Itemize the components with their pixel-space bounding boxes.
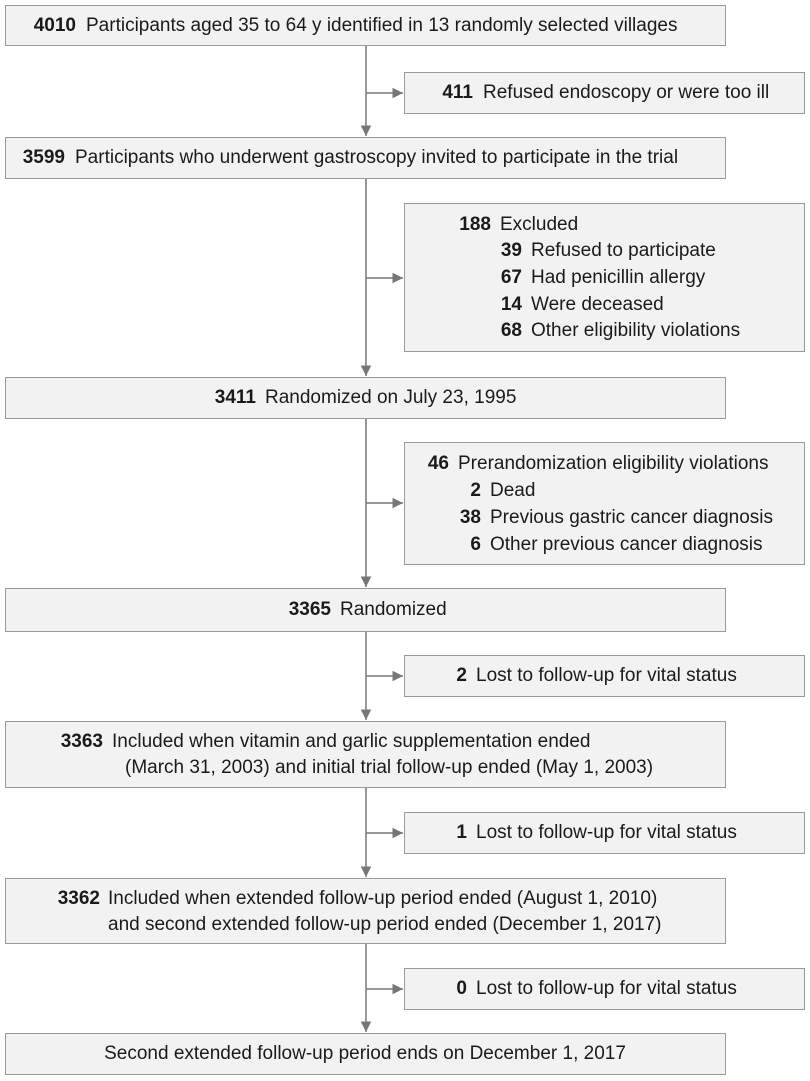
label-prerand-dead: Dead [490, 480, 536, 501]
box-lost-2 [404, 812, 805, 854]
count-excluded-refused: 39 [500, 240, 522, 261]
count-identified: 4010 [33, 15, 76, 36]
count-randomized: 3365 [288, 599, 331, 620]
box-excluded [404, 203, 805, 352]
label-excluded-other: Other eligibility violations [531, 320, 741, 341]
box-included-2017 [5, 878, 726, 944]
count-lost-1: 2 [456, 665, 467, 686]
label-randomized: Randomized [340, 599, 447, 620]
count-excluded-deceased: 14 [500, 294, 522, 315]
count-lost-2: 1 [456, 822, 467, 843]
count-refused-endoscopy: 411 [442, 82, 473, 103]
label-included-2017-line1: Included when extended follow-up period ended (August 1, 2010) [108, 888, 658, 909]
box-included-2003 [5, 721, 726, 788]
label-lost-3: Lost to follow-up for vital status [476, 978, 737, 999]
label-randomized-1995: Randomized on July 23, 1995 [265, 387, 517, 408]
label-excluded-refused: Refused to participate [531, 240, 716, 261]
count-excluded-other: 68 [500, 320, 522, 341]
count-randomized-1995: 3411 [214, 387, 256, 408]
box-randomized-1995 [5, 377, 726, 419]
label-excluded: Excluded [500, 214, 579, 235]
box-refused-endoscopy [404, 72, 805, 114]
label-final: Second extended follow-up period ends on December 1, 2017 [104, 1043, 626, 1064]
label-lost-1: Lost to follow-up for vital status [476, 665, 737, 686]
label-prerand-other: Other previous cancer diagnosis [490, 534, 763, 555]
label-prerand-gastric: Previous gastric cancer diagnosis [490, 507, 774, 528]
box-lost-3 [404, 968, 805, 1010]
count-excluded: 188 [459, 214, 491, 235]
count-included-2017: 3362 [57, 888, 100, 909]
count-prerand-other: 6 [470, 534, 481, 555]
box-final [5, 1033, 726, 1075]
label-included-2003-line2: (March 31, 2003) and initial trial follow-up ended (May 1, 2003) [125, 757, 654, 778]
box-identified [5, 5, 726, 46]
count-included-2003: 3363 [60, 731, 103, 752]
count-prerand-gastric: 38 [459, 507, 481, 528]
box-lost-1 [404, 655, 805, 697]
label-lost-2: Lost to follow-up for vital status [476, 822, 737, 843]
label-included-2017-line2: and second extended follow-up period ended (December 1, 2017) [108, 914, 662, 935]
count-excluded-allergy: 67 [500, 267, 522, 288]
label-identified: Participants aged 35 to 64 y identified in 13 randomly selected villages [86, 15, 678, 36]
box-randomized [5, 588, 726, 632]
box-prerandomization [404, 442, 805, 565]
box-gastroscopy [5, 137, 726, 179]
label-refused-endoscopy: Refused endoscopy or were too ill [483, 82, 770, 103]
label-excluded-deceased: Were deceased [531, 294, 664, 315]
label-included-2003-line1: Included when vitamin and garlic supplementation ended [112, 731, 591, 752]
label-prerandomization: Prerandomization eligibility violations [458, 453, 769, 474]
count-lost-3: 0 [456, 978, 467, 999]
label-gastroscopy: Participants who underwent gastroscopy invited to participate in the trial [75, 147, 679, 168]
label-excluded-allergy: Had penicillin allergy [531, 267, 706, 288]
count-prerand-dead: 2 [470, 480, 481, 501]
count-gastroscopy: 3599 [22, 147, 65, 168]
count-prerandomization: 46 [427, 453, 449, 474]
